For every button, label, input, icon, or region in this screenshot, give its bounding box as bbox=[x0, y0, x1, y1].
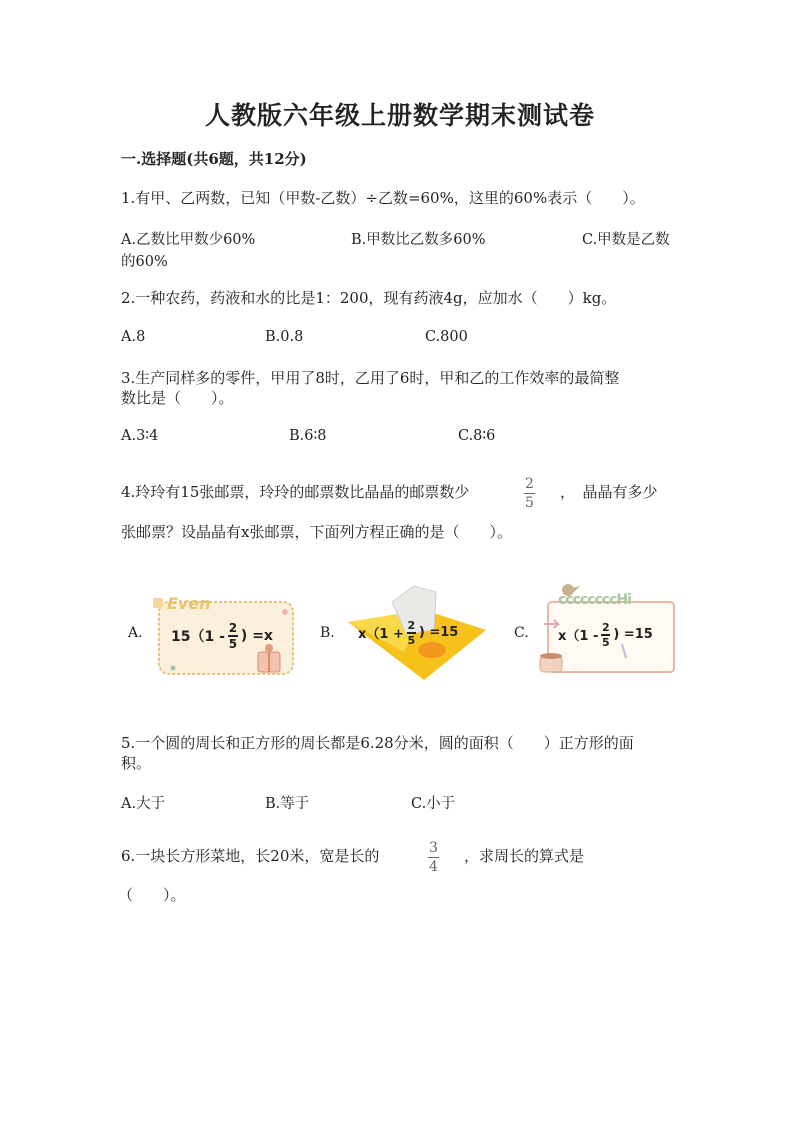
question-5-stem-line2: 积。 bbox=[121, 754, 152, 772]
equation-numerator: 2 bbox=[407, 619, 416, 632]
equation-denominator: 5 bbox=[602, 635, 610, 649]
question-4-stem-line2: 张邮票？设晶晶有x张邮票，下面列方程正确的是（ ）。 bbox=[121, 523, 512, 541]
hi-word-art: ccccccccHi bbox=[558, 592, 631, 608]
question-6-stem-part2: ，求周长的算式是 bbox=[464, 847, 585, 865]
equation-numerator: 2 bbox=[228, 621, 238, 635]
question-4-stem-part1: 4.玲玲有15张邮票，玲玲的邮票数比晶晶的邮票数少 bbox=[121, 483, 470, 501]
fraction-numerator: 3 bbox=[429, 840, 438, 856]
question-3-option-b[interactable]: B.6∶8 bbox=[289, 428, 327, 444]
question-5-option-a[interactable]: A.大于 bbox=[121, 796, 166, 812]
question-2-stem: 2.一种农药，药液和水的比是1：200，现有药液4g，应加水（ ）kg。 bbox=[121, 289, 617, 307]
question-4-option-a-label[interactable]: A. bbox=[128, 625, 143, 641]
equation-left: x（1 + bbox=[358, 627, 404, 643]
equation-fraction bbox=[228, 622, 238, 650]
question-4-stem-part2: ， 晶晶有多少 bbox=[560, 483, 658, 501]
equation-denominator: 5 bbox=[228, 636, 238, 651]
question-1-stem: 1.有甲、乙两数，已知（甲数-乙数）÷乙数=60%，这里的60%表示（ ）。 bbox=[121, 189, 645, 207]
equation-numerator: 2 bbox=[602, 621, 610, 634]
question-2-option-a[interactable]: A.8 bbox=[121, 329, 146, 345]
equation-right: ) =15 bbox=[418, 625, 459, 641]
question-6-stem-part1: 6.一块长方形菜地，长20米，宽是长的 bbox=[121, 847, 380, 865]
equation-left: x（1 - bbox=[558, 629, 599, 645]
equation-denominator: 5 bbox=[407, 633, 416, 647]
question-1-option-c-continued: 的60% bbox=[121, 254, 168, 270]
equation-fraction bbox=[407, 620, 416, 646]
question-3-option-a[interactable]: A.3∶4 bbox=[121, 428, 159, 444]
option-c-equation bbox=[558, 622, 653, 648]
question-5-option-b[interactable]: B.等于 bbox=[265, 796, 310, 812]
page-title: 人教版六年级上册数学期末测试卷 bbox=[204, 101, 595, 130]
option-b-equation bbox=[358, 620, 458, 646]
question-2-option-b[interactable]: B.0.8 bbox=[265, 329, 304, 345]
equation-right: ) =15 bbox=[613, 627, 653, 643]
equation-right: ) =x bbox=[240, 627, 273, 644]
fraction-bar bbox=[524, 493, 535, 494]
fraction-denominator: 5 bbox=[525, 495, 534, 511]
question-3-option-c[interactable]: C.8∶6 bbox=[458, 428, 496, 444]
question-1-option-b[interactable]: B.甲数比乙数多60% bbox=[351, 232, 486, 248]
question-6-stem-line2: （ ）。 bbox=[118, 886, 186, 904]
equation-left: 15（1 - bbox=[171, 628, 225, 645]
question-3-stem-line1: 3.生产同样多的零件，甲用了8时，乙用了6时，甲和乙的工作效率的最简整 bbox=[121, 369, 620, 387]
question-4-option-b-card[interactable] bbox=[344, 582, 490, 682]
fraction-denominator: 4 bbox=[429, 859, 438, 875]
option-a-equation bbox=[171, 622, 273, 650]
fraction-numerator: 2 bbox=[525, 476, 534, 492]
fraction-bar bbox=[428, 857, 439, 858]
question-3-stem-line2: 数比是（ ）。 bbox=[121, 389, 234, 407]
question-4-option-c-label[interactable]: C. bbox=[514, 625, 529, 641]
question-4-fraction bbox=[524, 477, 535, 510]
question-1-option-a[interactable]: A.乙数比甲数少60% bbox=[121, 232, 256, 248]
question-1-option-c[interactable]: C.甲数是乙数 bbox=[582, 232, 670, 248]
equation-fraction bbox=[601, 622, 610, 648]
question-2-option-c[interactable]: C.800 bbox=[425, 329, 468, 345]
question-4-option-b-label[interactable]: B. bbox=[320, 625, 335, 641]
even-word-art: Even bbox=[167, 594, 211, 613]
section-heading: 一.选择题(共6题，共12分) bbox=[121, 150, 307, 168]
question-5-option-c[interactable]: C.小于 bbox=[411, 796, 456, 812]
question-4-option-c-card[interactable] bbox=[536, 578, 686, 686]
question-4-option-a-card[interactable] bbox=[153, 592, 298, 680]
question-6-fraction bbox=[428, 841, 439, 874]
question-5-stem-line1: 5.一个圆的周长和正方形的周长都是6.28分米，圆的面积（ ）正方形的面 bbox=[121, 734, 634, 752]
